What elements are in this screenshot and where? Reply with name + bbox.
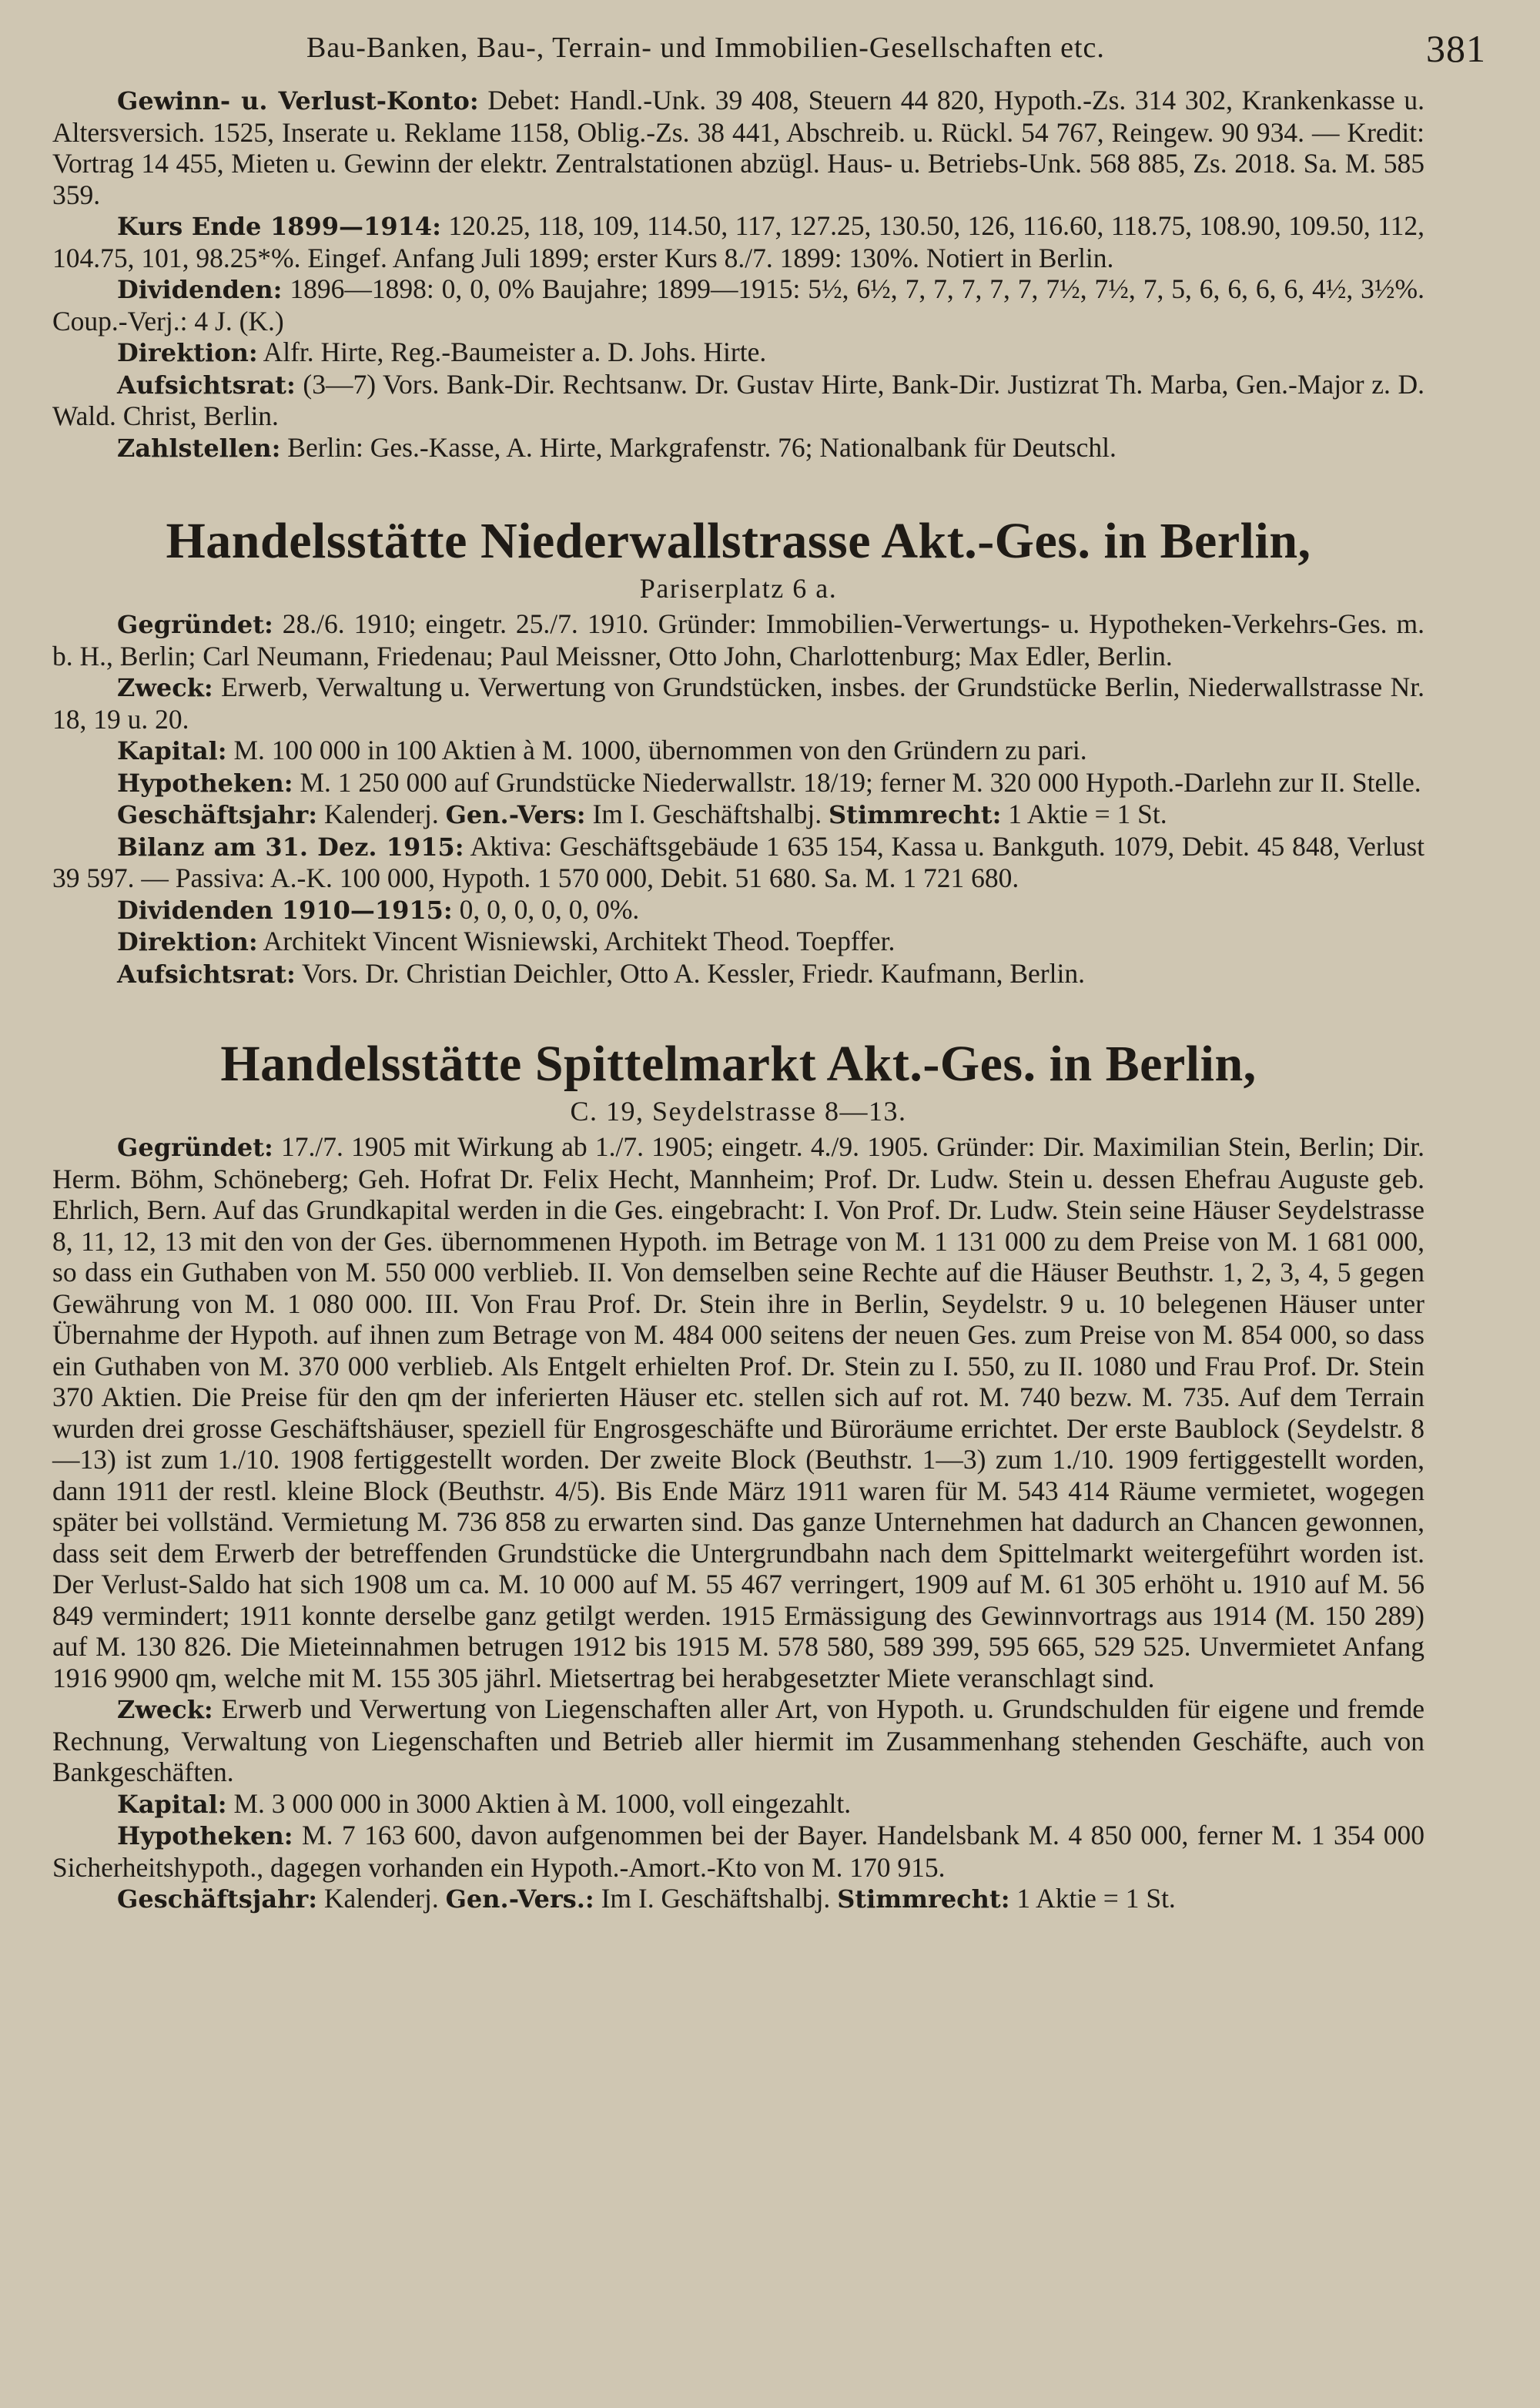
entry2-kapital-paragraph: [52, 1788, 1424, 1820]
prev-gewinn-label: Gewinn- u. Verlust-Konto:: [117, 86, 479, 116]
page-number: 381: [1426, 27, 1486, 70]
entry1-genvers-label: Gen.-Vers:: [445, 800, 586, 829]
prev-direktion-paragraph: [52, 337, 1424, 369]
entry1-zweck-label: Zweck:: [117, 673, 213, 702]
entry2-hypotheken-text: M. 7 163 600, davon aufgenommen bei der Bayer. Handelsbank M. 4 850 000, ferner M. 1 354 000 Sicherheitshypoth., dagegen vorhanden ein Hypoth.-Amort.-Kto von M. 170 915.: [52, 1820, 1424, 1883]
prev-zahlstellen-text: Berlin: Ges.-Kasse, A. Hirte, Markgrafenstr. 76; Nationalbank für Deutschl.: [280, 431, 1116, 463]
prev-zahlstellen-label: Zahlstellen:: [117, 433, 281, 463]
prev-zahlstellen-paragraph: [52, 432, 1424, 464]
entry2-stimmrecht-text: 1 Aktie = 1 St.: [1009, 1883, 1176, 1914]
entry1-address: Pariserplatz 6 a.: [639, 573, 838, 604]
entry1-aufsichtsrat-paragraph: [52, 958, 1424, 990]
entry2-genvers-label: Gen.-Vers.:: [445, 1884, 594, 1914]
entry2-genvers-text: Im I. Geschäftshalbj.: [594, 1883, 838, 1914]
prev-dividenden-label: Dividenden:: [117, 275, 283, 304]
entry2-gegruendet-paragraph: [52, 1131, 1424, 1693]
entry2-hypotheken-label: Hypotheken:: [117, 1821, 293, 1850]
entry1-direktion-paragraph: [52, 926, 1424, 958]
prev-direktion-text: Alfr. Hirte, Reg.-Baumeister a. D. Johs. Hirte.: [257, 337, 767, 367]
entry2-address: C. 19, Seydelstrasse 8—13.: [570, 1096, 907, 1127]
entry1-direktion-text: Architekt Vincent Wisniewski, Architekt Theod. Toepffer.: [257, 926, 896, 956]
entry2-geschaeftsjahr-label: Geschäftsjahr:: [117, 1884, 317, 1914]
prev-aufsichtsrat-label: Aufsichtsrat:: [117, 370, 296, 400]
entry2-zweck-text: Erwerb und Verwertung von Liegenschaften aller Art, von Hypoth. u. Grundschulden für eigene und fremde Rechnung, Verwaltung von Liegenschaften und Betrieb aller hiermit im Zusammenhang stehenden Geschäfte, auch von Bankgeschäften.: [52, 1693, 1424, 1787]
section-gap: [52, 464, 1424, 511]
prev-gewinn-paragraph: [52, 85, 1424, 210]
prev-dividenden-text: 1896—1898: 0, 0, 0% Baujahre; 1899—1915: 5½, 6½, 7, 7, 7, 7, 7, 7½, 7½, 7, 5, 6, 6, 6, 6, 4½, 3½%. Coup.-Verj.: 4 J. (K.): [52, 273, 1424, 337]
entry1-genvers-text: Im I. Geschäftshalbj.: [585, 799, 829, 829]
entry2-zweck-paragraph: [52, 1693, 1424, 1788]
entry1-geschaeftsjahr-paragraph: [52, 799, 1424, 831]
entry1-hypotheken-text: M. 1 250 000 auf Grundstücke Niederwallstr. 18/19; ferner M. 320 000 Hypoth.-Darlehn zur II. Stelle.: [293, 766, 1421, 798]
entry1-geschaeftsjahr-text: Kalenderj.: [317, 799, 446, 829]
prev-kurs-label: Kurs Ende 1899—1914:: [117, 212, 441, 241]
prev-dividenden-paragraph: [52, 273, 1424, 337]
entry1-bilanz-paragraph: [52, 831, 1424, 894]
entry1-title: Handelsstätte Niederwallstrasse Akt.-Ges. in Berlin,: [166, 513, 1311, 569]
entry2-gegruendet-label: Gegründet:: [117, 1133, 273, 1162]
prev-kurs-paragraph: [52, 210, 1424, 273]
entry1-bilanz-text: Aktiva: Geschäftsgebäude 1 635 154, Kassa u. Bankguth. 1079, Debit. 45 848, Verlust 39 597. — Passiva: A.-K. 100 000, Hypoth. 1 570 000, Debit. 51 680. Sa. M. 1 721 680.: [52, 830, 1424, 893]
entry2-kapital-text: M. 3 000 000 in 3000 Aktien à M. 1000, voll eingezahlt.: [226, 1787, 852, 1819]
prev-gewinn-text: Debet: Handl.-Unk. 39 408, Steuern 44 820, Hypoth.-Zs. 314 302, Krankenkasse u. Altersversich. 1525, Inserate u. Reklame 1158, Oblig.-Zs. 38 441, Abschreib. u. Rückl. 54 767, Reingew. 90 934. — Kredit: Vortrag 14 455, Mieten u. Gewinn der elektr. Zentralstationen abzügl. Haus- u. Betriebs-Unk. 568 885, Zs. 2018. Sa. M. 585 359.: [52, 85, 1424, 210]
entry1-zweck-paragraph: [52, 671, 1424, 735]
entry1-dividenden-paragraph: [52, 894, 1424, 926]
entry1-hypotheken-label: Hypotheken:: [117, 768, 293, 798]
entry1-aufsichtsrat-text: Vors. Dr. Christian Deichler, Otto A. Kessler, Friedr. Kaufmann, Berlin.: [295, 957, 1085, 989]
entry1-stimmrecht-label: Stimmrecht:: [829, 800, 1002, 829]
entry1-gegruendet-paragraph: [52, 608, 1424, 671]
entry1-kapital-label: Kapital:: [117, 736, 227, 765]
entry1-bilanz-label: Bilanz am 31. Dez. 1915:: [117, 832, 464, 862]
entry2-geschaeftsjahr-paragraph: [52, 1883, 1424, 1915]
entry2-gegruendet-text: 17./7. 1905 mit Wirkung ab 1./7. 1905; eingetr. 4./9. 1905. Gründer: Dir. Maximilian Stein, Berlin; Dir. Herm. Böhm, Schöneberg; Geh. Hofrat Dr. Felix Hecht, Mannheim; Prof. Dr. Ludw. Stein u. dessen Ehefrau Auguste geb. Ehrlich, Bern. Auf das Grundkapital werden in die Ges. eingebracht: I. Von Prof. Dr. Ludw. Stein seine Häuser Seydelstrasse 8, 11, 12, 13 mit den von der Ges. übernommenen Hypoth. im Betrage von M. 1 131 000 zu dem Preise von M. 1 681 000, so dass ein Guthaben von M. 550 000 verblieb. II. Von demselben seine Rechte auf die Häuser Beuthstr. 1, 2, 3, 4, 5 gegen Gewährung von M. 1 080 000. III. Von Frau Prof. Dr. Stein ihre in Berlin, Seydelstr. 9 u. 10 belegenen Häuser unter Übernahme der Hypoth. auf ihnen zum Betrage von M. 484 000 seitens der neuen Ges. zum Preise von M. 854 000, so dass ein Guthaben von M. 370 000 verblieb. Als Entgelt erhielten Prof. Dr. Stein zu I. 550, zu II. 1080 und Frau Prof. Dr. Stein 370 Aktien. Die Preise für den qm der inferierten Häuser etc. stellen sich auf rot. M. 740 bezw. M. 735. Auf dem Terrain wurden drei grosse Geschäftshäuser, speziell für Engrosgeschäfte und Büroräume errichtet. Der erste Baublock (Seydelstr. 8—13) ist zum 1./10. 1908 fertiggestellt worden. Der zweite Block (Beuthstr. 1—3) zum 1./10. 1909 fertiggestellt worden, dann 1911 der restl. kleine Block (Beuthstr. 4/5). Bis Ende März 1911 waren für M. 543 414 Räume vermietet, wogegen später bei vollständ. Vermietung M. 736 858 zu erwarten sind. Das ganze Unternehmen hat dadurch an Chancen gewonnen, dass seit dem Erwerb der betreffenden Grundstücke die Untergrundbahn nach dem Spittelmarkt weitergeführt worden ist. Der Verlust-Saldo hat sich 1908 um ca. M. 10 000 auf M. 55 467 verringert, 1909 auf M. 61 305 erhöht u. 1910 auf M. 56 849 vermindert; 1911 konnte derselbe ganz getilgt werden. 1915 Ermässigung des Gewinnvortrags aus 1914 (M. 150 289) auf M. 130 826. Die Mieteinnahmen betrugen 1912 bis 1915 M. 578 580, 589 399, 595 665, 529 525. Unvermietet Anfang 1916 9900 qm, welche mit M. 155 305 jährl. Mietsertrag bei herabgesetzter Miete veranschlagt sind.: [52, 1131, 1424, 1693]
running-header: [206, 27, 1486, 85]
prev-direktion-label: Direktion:: [117, 338, 258, 367]
entry1-kapital-paragraph: [52, 735, 1424, 767]
entry1-gegruendet-label: Gegründet:: [117, 610, 273, 639]
entry1-stimmrecht-text: 1 Aktie = 1 St.: [1001, 799, 1167, 829]
section-gap: [52, 990, 1424, 1034]
entry1-dividenden-label: Dividenden 1910—1915:: [117, 895, 453, 925]
prev-aufsichtsrat-text: (3—7) Vors. Bank-Dir. Rechtsanw. Dr. Gustav Hirte, Bank-Dir. Justizrat Th. Marba, Gen.-Major z. D. Wald. Christ, Berlin.: [52, 368, 1424, 431]
entry2-stimmrecht-label: Stimmrecht:: [837, 1884, 1010, 1914]
entry1-gegruendet-text: 28./6. 1910; eingetr. 25./7. 1910. Gründer: Immobilien-Verwertungs- u. Hypotheken-Verkehrs-Ges. m. b. H., Berlin; Carl Neumann, Friedenau; Paul Meissner, Otto John, Charlottenburg; Max Edler, Berlin.: [52, 608, 1424, 671]
entry1-zweck-text: Erwerb, Verwaltung u. Verwertung von Grundstücken, insbes. der Grundstücke Berlin, Niederwallstrasse Nr. 18, 19 u. 20.: [52, 671, 1424, 735]
entry1-geschaeftsjahr-label: Geschäftsjahr:: [117, 800, 317, 829]
entry2-kapital-label: Kapital:: [117, 1789, 227, 1819]
entry2-title: Handelsstätte Spittelmarkt Akt.-Ges. in Berlin,: [220, 1036, 1257, 1092]
entry1-dividenden-text: 0, 0, 0, 0, 0, 0%.: [452, 893, 640, 925]
prev-kurs-text: 120.25, 118, 109, 114.50, 117, 127.25, 130.50, 126, 116.60, 118.75, 108.90, 109.50, 112, 104.75, 101, 98.25*%. Eingef. Anfang Juli 1899; erster Kurs 8./7. 1899: 130%. Notiert in Berlin.: [52, 210, 1424, 273]
entry2-hypotheken-paragraph: [52, 1820, 1424, 1883]
entry1-aufsichtsrat-label: Aufsichtsrat:: [117, 959, 296, 989]
prev-aufsichtsrat-paragraph: [52, 369, 1424, 432]
running-title: Bau-Banken, Bau-, Terrain- und Immobilien-Gesellschaften etc.: [306, 32, 1105, 64]
entry1-kapital-text: M. 100 000 in 100 Aktien à M. 1000, übernommen von den Gründern zu pari.: [226, 735, 1087, 765]
entry2-geschaeftsjahr-text: Kalenderj.: [317, 1883, 446, 1914]
entry1-hypotheken-paragraph: [52, 767, 1424, 799]
entry1-direktion-label: Direktion:: [117, 927, 258, 956]
entry2-zweck-label: Zweck:: [117, 1695, 213, 1724]
